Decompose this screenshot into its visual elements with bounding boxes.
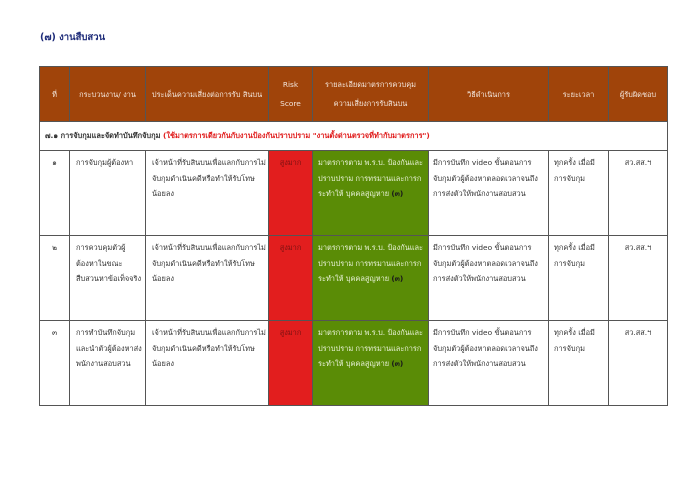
control-text: มาตรการตาม พ.ร.บ. ป้องกันและปราบปราม การทรมานและการกระทำให้ บุคคลสูญหาย [318, 243, 424, 283]
subheader-row [40, 122, 668, 151]
row-method: มีการบันทึก video ขั้นตอนการจับกุมตัวผู้ต้องหาตลอดเวลาจนถึงการส่งตัวให้พนักงานสอบสวน [429, 236, 549, 321]
row-number: ๒ [40, 236, 70, 321]
row-owner: สว.สส.ฯ [609, 321, 668, 406]
header-process: กระบวนงาน/ งาน [70, 67, 146, 122]
subheader-prefix: ๗.๑ การจับกุมและจัดทำบันทึกจับกุม [45, 131, 161, 140]
control-ref: (๓) [391, 274, 404, 283]
row-period: ทุกครั้ง เมื่อมีการจับกุม [549, 236, 609, 321]
row-risk-score: สูงมาก [269, 151, 313, 236]
control-text: มาตรการตาม พ.ร.บ. ป้องกันและปราบปราม การทรมานและการกระทำให้ บุคคลสูญหาย [318, 158, 424, 198]
risk-table [39, 66, 668, 406]
table-row [40, 236, 668, 321]
header-owner: ผู้รับผิดชอบ [609, 67, 668, 122]
row-period: ทุกครั้ง เมื่อมีการจับกุม [549, 321, 609, 406]
row-issue: เจ้าหน้าที่รับสินบนเพื่อแลกกับการไม่จับกุมดำเนินคดีหรือทำให้รับโทษน้อยลง [146, 151, 269, 236]
row-number: ๑ [40, 151, 70, 236]
table-row [40, 151, 668, 236]
row-process: การควบคุมตัวผู้ต้องหาในขณะสืบสวนหาข้อเท็จจริง [70, 236, 146, 321]
subheader-cell [40, 122, 668, 151]
row-method: มีการบันทึก video ขั้นตอนการจับกุมตัวผู้ต้องหาตลอดเวลาจนถึงการส่งตัวให้พนักงานสอบสวน [429, 321, 549, 406]
row-control-measure [313, 151, 429, 236]
row-number: ๓ [40, 321, 70, 406]
row-issue: เจ้าหน้าที่รับสินบนเพื่อแลกกับการไม่จับกุมดำเนินคดีหรือทำให้รับโทษน้อยลง [146, 236, 269, 321]
header-control-measure: รายละเอียดมาตรการควบคุม ความเสี่ยงการรับสินบน [313, 67, 429, 122]
header-method: วิธีดำเนินการ [429, 67, 549, 122]
row-risk-score: สูงมาก [269, 321, 313, 406]
row-owner: สว.สส.ฯ [609, 236, 668, 321]
row-issue: เจ้าหน้าที่รับสินบนเพื่อแลกกับการไม่จับกุมดำเนินคดีหรือทำให้รับโทษน้อยลง [146, 321, 269, 406]
control-text: มาตรการตาม พ.ร.บ. ป้องกันและปราบปราม การทรมานและการกระทำให้ บุคคลสูญหาย [318, 328, 424, 368]
header-issue: ประเด็นความเสี่ยงต่อการรับ สินบน [146, 67, 269, 122]
table-row [40, 321, 668, 406]
row-owner: สว.สส.ฯ [609, 151, 668, 236]
header-row [40, 67, 668, 122]
row-process: การจับกุมผู้ต้องหา [70, 151, 146, 236]
row-control-measure [313, 321, 429, 406]
subheader-note: (ใช้มาตรการเดียวกันกับงานป้องกันปราบปราม "งานตั้งด่านตรวจที่ทำกับมาตรการ") [163, 131, 430, 140]
section-title: (๗) งานสืบสวน [40, 32, 106, 43]
control-ref: (๓) [391, 189, 404, 198]
row-risk-score: สูงมาก [269, 236, 313, 321]
header-period: ระยะเวลา [549, 67, 609, 122]
row-method: มีการบันทึก video ขั้นตอนการจับกุมตัวผู้ต้องหาตลอดเวลาจนถึงการส่งตัวให้พนักงานสอบสวน [429, 151, 549, 236]
control-ref: (๓) [391, 359, 404, 368]
row-process: การทำบันทึกจับกุมและนำตัวผู้ต้องหาส่งพนักงานสอบสวน [70, 321, 146, 406]
header-no: ที่ [40, 67, 70, 122]
row-period: ทุกครั้ง เมื่อมีการจับกุม [549, 151, 609, 236]
row-control-measure [313, 236, 429, 321]
header-risk-score: Risk Score [269, 67, 313, 122]
